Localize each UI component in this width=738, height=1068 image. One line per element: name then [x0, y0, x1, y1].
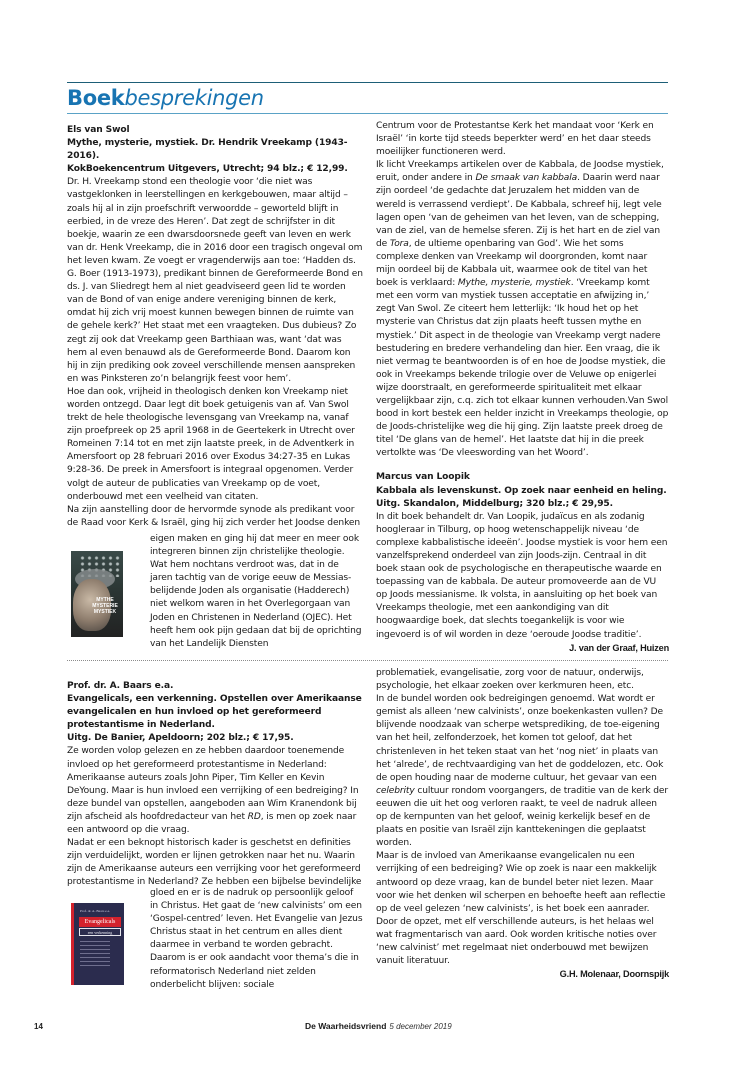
text-run: cultuur rondom voorgangers, de traditie van de kerk der eeuwen die uit het oog verloren raakt, te veel de nadruk alleen op de kernpunten van het geloof, weinig kerkelijk besef en de plaats en positie van Israël zijn kanttekeningen die geplaatst worden. — [376, 785, 668, 849]
header-rule-bottom — [67, 113, 668, 114]
review-paragraph: Nadat er een beknopt historisch kader is geschetst en definities zijn verduidelijkt, worden er lijnen getrokken naar het nu. Waarin zijn de Amerikaanse auteurs een verrijking voor het gereformeerd protestantisme in Nederland? Ze hebben een bijbelse bevindelijke — [67, 838, 362, 888]
review-publisher: Uitg. De Banier, Apeldoorn; 202 blz.; € 17,95. — [67, 733, 294, 744]
review-author: Els van Swol — [67, 125, 130, 135]
review-paragraph: Hoe dan ook, vrijheid in theologisch denken kon Vreekamp niet worden ontzegd. Daar legt dit boek getuigenis van af. Van Swol trekt de hele theologische levensgang van Vreekamp na, vanaf zijn proefpreek op 25 april 1968 in de Geertekerk in Utrecht over Romeinen 7:14 tot en met zijn laatste preek, in de Adventkerk in Amersfoort op 28 februari 2016 over Exodus 34:27-35 en Lukas 9:28-36. De preek in Amersfoort is integraal opgenomen. Verder volgt de auteur de publicaties van Vreekamp op de voet, onderbouwd met een veelheid van citaten. — [67, 386, 355, 502]
text-run: . ‘Vreekamp komt met een vorm van mystiek tussen acceptatie en afwijzing in,’ zegt Van Swol. Ze citeert hem letterlijk: ‘Ik houd het op het mysterie van Christus dat zijn plaats heeft tussen mythe en mystiek.’ Dit aspect in de theologie van Vreekamp vergt nadere bestudering en bredere verhandeling dan hier. Een vraag, die ik niet vermag te beantwoorden is of en hoe de Joodse mystiek, die ook in Vreekamps bekende trilogie over de Veluwe op enigerlei wijze doorstraalt, en gereformeerde spiritualiteit met elkaar vergelijkbaar zijn, c.q. zich tot elkaar kunnen verhouden.Van Swol bood in kort bestek een helder inzicht in Vreekamps theologie, op de Joods-christelijke weg die hij ging. Zijn laatste preek droeg de titel ‘De glans van de hemel’. Het laatste dat hij in die preek vertolkte was ‘De vleeswording van het Woord’. — [376, 278, 669, 459]
text-run: . Daarin werd naar zijn oordeel ‘de gedachte dat Jeruzalem het midden van de wereld is verrassend verdiept’. De Kabbala, schreef hij, legt vele lagen open ‘van de geheimen van het leven, van de schepping, van de ziel, van de hemelse sferen. Zij is het hart en de ziel van de — [376, 173, 662, 249]
section-divider — [67, 660, 668, 661]
cover-text-lines — [80, 941, 110, 967]
text-run: Ik licht Vreekamps artikelen over de Kabbala, de Joodse mystiek, eruit, onder andere in — [376, 160, 664, 184]
text-run: In de bundel worden ook bedreigingen genoemd. Wat wordt er gemist als alleen ‘new calvinists’, onze boekenkasten vullen? De blijvende noodzaak van scherpe wetsprediking, de toe-eigening van het heil, zelfonderzoek, het komen tot geloof, dat het christenleven in het teken staat van het ‘nog niet’ in plaats van het ‘alrede’, de rechtvaardiging van het de goddelozen, etc. Ook de open houding naar de moderne cultuur, het gevaar van een — [376, 694, 664, 783]
review-evangelicals-wrap-text — [150, 887, 363, 992]
review-vreekamp-wrap-text — [150, 533, 363, 651]
italic-book-title: De smaak van kabbala — [475, 173, 578, 184]
review-publisher: Uitg. Skandalon, Middelburg; 320 blz.; € 29,95. — [376, 498, 613, 509]
cover-title: MYTHE MYSTERIE MYSTIEK — [92, 597, 118, 615]
text-run: Ze worden volop gelezen en ze hebben daardoor toenemende invloed op het gereformeerd protestantisme in Nederland: Amerikaanse auteurs zoals John Piper, Tim Keller en Kevin DeYoung. Maar is hun invloed een verrijking of een bedreiging? In deze bundel van opstellen, aangeboden aan Wim Kranendonk bij zijn afscheid als hoofdredacteur van het — [67, 746, 359, 822]
review-paragraph — [67, 745, 363, 837]
reviewer-signature: G.H. Molenaar, Doornspijk — [559, 969, 669, 980]
spacer — [376, 460, 669, 471]
review-publisher: KokBoekencentrum Uitgevers, Utrecht; 94 blz.; € 12,99. — [67, 164, 348, 175]
book-cover-mythe-mysterie-mystiek — [71, 551, 123, 637]
review-paragraph: eigen maken en ging hij dat meer en meer ook integreren binnen zijn christelijke theologie. Wat hem nochtans verdroot was, dat in de jaren tachtig van de vorige eeuw de Messias-belijdende Joden als organisatie (Hadderech) niet welkom waren in het Overlegorgaan van Joden en Christenen in Nederland (OJEC). Het heeft hem ook pijn gedaan dat bij de oprichting van het Landelijk Diensten — [150, 534, 362, 649]
italic-term: Tora — [389, 238, 409, 249]
review-author: Prof. dr. A. Baars e.a. — [67, 681, 174, 691]
review-paragraph: In dit boek behandelt dr. Van Loopik, judaïcus en als zodanig hoogleraar in Tilburg, op hoog wetenschappelijk niveau ‘de complexe kabbalistische ideeën’. Joodse mystiek is voor hem een vanzelfsprekend onderdeel van zijn Joods-zijn. Centraal in dit boek staan ook de psychologische en therapeutische waarde en toepassing van de kabbala. De auteur promoveerde aan de VU op Joods messianisme. Ik volsta, in aansluiting op het boek van Vreekamps theologie, met een aankondiging van dit hoogwaardige boek, dat slechts toegankelijk is voor wie ingevoerd is of wil worden in deze ‘oeroude Joodse traditie’. — [376, 511, 668, 640]
text-run: , is men op zoek naar een antwoord op die vraag. — [67, 811, 357, 836]
cover-title: Evangelicals — [79, 917, 121, 927]
italic-book-title: Mythe, mysterie, mystiek — [457, 278, 571, 289]
section-title — [67, 85, 264, 111]
review-paragraph: problematiek, evangelisatie, zorg voor de natuur, onderwijs, psychologie, het elkaar zoeken over kerkmuren heen, etc. — [376, 668, 644, 692]
cover-subtitle: een verkenning — [79, 928, 121, 936]
review-paragraph: Maar is de invloed van Amerikaanse evangelicalen nu een verrijking of een bedreiging? Wie op zoek is naar een makkelijk antwoord op deze vraag, kan de bundel beter niet lezen. Maar voor wie het denken wil scherpen en behoefte heeft aan reflectie op de veel gelezen ‘new calvinists’, is het boek een aanrader. Door de opzet, met elf verschillende auteurs, is het helaas wel wat fragmentarisch van aard. Ook worden kritische noties over ‘new calvinist’ met regelmaat niet onderbouwd met bewijzen vanuit literatuur. — [376, 851, 666, 967]
review-paragraph: Dr. H. Vreekamp stond een theologie voor ‘die niet was vastgeklonken in leerstellingen en kerkgebouwen, maar altijd – zoals hij al in zijn proefschrift verwoordde – geworteld blijft in eerbied, in de vreze des Heren’. Dat zegt de schrijfster in dit boekje, waarin ze een dwarsdoorsnede geeft van leven en werk van dr. Henk Vreekamp, die in 2016 door een tragisch ongeval om het leven kwam. Ze voegt er vragenderwijs aan toe: ‘Hadden ds. G. Boer (1913-1973), predikant binnen de Gereformeerde Bond en ds. J. van Sliedregt hem al niet geadviseerd geen lid te worden van de Bond of van enige andere vereniging binnen de kerk, omdat hij zich vrij moest kunnen bewegen binnen de ruimte van de gehele kerk?’ Het staat met een vraagteken. Dus dubieus? Zo zegt zij ook dat Vreekamp geen Barthiaan was, want ‘dat was hem al even benauwd als de Gereformeerde Bond. Daarom kon hij in zijn prediking ook zoveel verschillende mensen aanspreken en was Pinksteren zo’n belangrijk feest voor hem’. — [67, 177, 363, 384]
review-book-title: Kabbala als levenskunst. Op zoek naar eenheid en heling. — [376, 485, 667, 496]
review-evangelicals-column-2 — [376, 667, 669, 981]
publication-date: 5 december 2019 — [389, 1022, 452, 1031]
text-run: , de ultieme openbaring van God’. Wie het soms complexe denken van Vreekamp wil doorgronden, komt naar mijn oordeel bij de Kabbala uit, waarmee ook de titel van het boek is verklaard: — [376, 238, 648, 289]
footer-publication — [305, 1021, 452, 1031]
review-vreekamp-column-2 — [376, 120, 669, 655]
publication-name: De Waarheidsvriend — [305, 1021, 387, 1031]
review-vreekamp-column-1 — [67, 124, 363, 530]
review-paragraph — [376, 159, 669, 460]
review-author: Marcus van Loopik — [376, 472, 470, 483]
review-evangelicals-column-1 — [67, 680, 363, 890]
section-title-bold: Boek — [67, 86, 125, 110]
reviewer-signature: J. van der Graaf, Huizen — [569, 642, 669, 653]
review-book-title: Mythe, mysterie, mystiek. Dr. Hendrik Vreekamp (1943- 2016). — [67, 138, 348, 162]
cover-author: Prof. dr. A. Baars e.a. — [80, 909, 111, 913]
header-rule-top — [67, 82, 668, 83]
section-title-italic: besprekingen — [124, 86, 264, 110]
review-paragraph: gloed en er is de nadruk op persoonlijk geloof in Christus. Het gaat de ‘new calvinists’ om een ‘Gospel-centred’ leven. Het Evangelie van Jezus Christus staat in het centrum en alles dient daarmee in verband te worden gebracht. Daarom is er ook aandacht voor thema’s die in reformatorisch Nederland niet zelden onderbelicht blijven: sociale — [150, 888, 363, 990]
book-cover-evangelicals — [71, 903, 124, 985]
review-paragraph: Na zijn aanstelling door de hervormde synode als predikant voor de Raad voor Kerk & Israël, ging hij zich verder het Joodse denken — [67, 504, 361, 528]
italic-term: RD — [247, 811, 261, 822]
review-paragraph — [376, 693, 669, 850]
italic-term: celebrity — [376, 785, 415, 796]
review-book-title: Evangelicals, een verkenning. Opstellen over Amerikaanse evangelicalen en hun invloed op het gereformeerd protestantisme in Nederland. — [67, 694, 362, 731]
page-number: 14 — [34, 1022, 43, 1031]
review-paragraph: Centrum voor de Protestantse Kerk het mandaat voor ‘Kerk en Israël’ ‘in korte tijd steeds beperkter werd’ en het daar steeds moeilijker functioneren werd. — [376, 121, 654, 158]
